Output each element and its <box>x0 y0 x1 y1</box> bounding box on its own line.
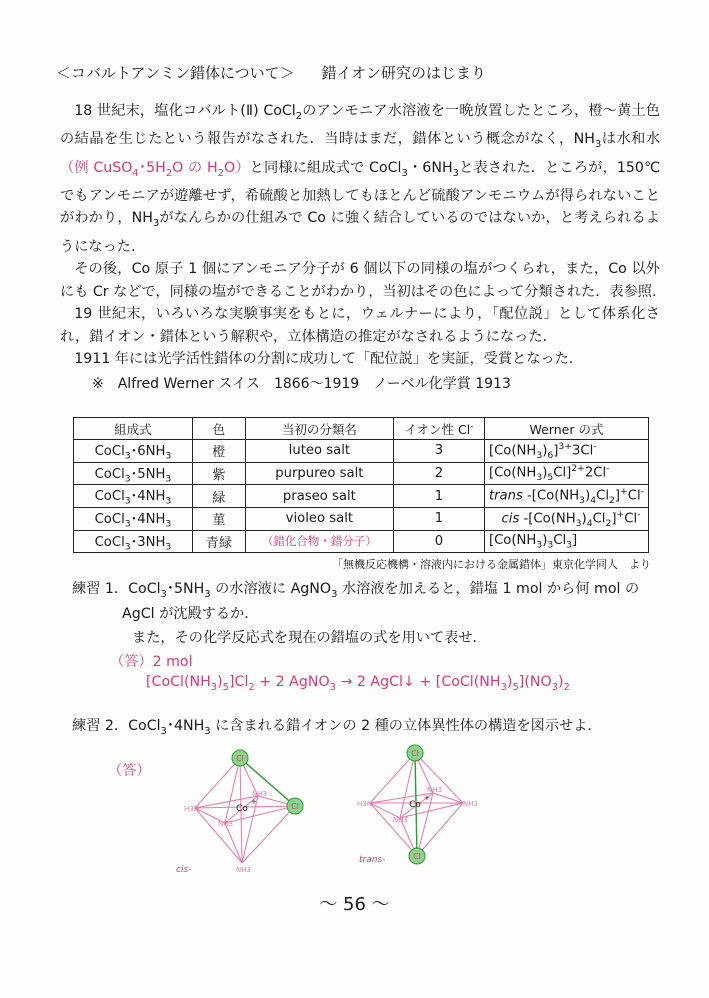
nh3-label: NH3 <box>218 820 233 828</box>
table-row: CoCl$_3$･$5NH_3$ 紫 purpureo salt 2 $[Co(NH_3)_5Cl]^{2+}2Cl^-$ <box>74 462 649 485</box>
exercise-1-answer: （答）2 mol <box>110 654 193 670</box>
nh3-label: NH3 <box>393 816 408 824</box>
cis-label: cis- <box>176 865 192 875</box>
h3n-label: H3N <box>357 800 372 808</box>
exercise-1-line2: AgCl が沈殿するか. <box>122 606 249 622</box>
body-text <box>60 100 660 371</box>
exercise-2-answer-label: （答） <box>108 763 151 779</box>
table-row: CoCl$_3$･$6NH_3$ 橙 luteo salt 3 $[Co(NH_3)_6]^{3+}3Cl^-$ <box>74 440 649 463</box>
co-label: Co <box>409 800 421 810</box>
cl-label: Cl <box>413 852 421 861</box>
cl-label: Cl <box>291 802 299 811</box>
exercise-1-line3: また，その化学反応式を現在の錯塩の式を用いて表せ. <box>132 630 478 646</box>
cl-label: Cl <box>411 749 419 758</box>
exercise-1: 練習 1．CoCl$_3$･$5NH_3$ の水溶液に AgNO$_3$ 水溶液を加えると，錯塩 1 mol から何 mol の <box>72 581 640 600</box>
table-row: CoCl$_3$･$3NH_3$ 青緑 （錯化合物・錯分子） 0 $[Co(NH_3)_3Cl_3]$ <box>74 530 649 553</box>
paragraph-4: 1911 年には光学活性錯体の分割に成功して「配位説」を実証，受賞となった. <box>74 351 574 368</box>
werner-formula: cis $-[Co(NH_3)_4Cl_2]^+Cl^-$ <box>484 507 648 530</box>
paragraph-2: その後，Co 原子 1 個にアンモニア分子が 6 個以下の同様の塩がつくられ，また，Co 以外にも Cr などで，同様の塩ができることがわかり，当初はその色によって分類された．表参照. <box>60 261 660 300</box>
nh3-label: NH3 <box>236 866 251 874</box>
page-subtitle: 錯イオン研究のはじまり <box>321 64 486 82</box>
nh3-label: NH3 <box>463 800 478 808</box>
werner-formula: $[Co(NH_3)_6]^{3+}3Cl^-$ <box>484 440 648 463</box>
trans-isomer-diagram <box>355 738 505 878</box>
table-row: CoCl$_3$･$4NH_3$ 菫 violeo salt 1 cis $-[Co(NH_3)_4Cl_2]^+Cl^-$ <box>74 507 649 530</box>
paragraph-1: 18 世紀末，塩化コバルト(Ⅱ) CoCl$_2$のアンモニア水溶液を一晩放置したところ，橙～黄土色の結晶を生じたという報告がなされた．当時はまだ，錯体という概念がなく，$NH_3$は水和水（例 CuSO$_4$･$5H_2O$ の $H_2O$）と同様に組成式で CoCl$_3$・$6NH_3$と表された．ところが，150℃でもアンモニアが遊離せず，希硫酸と加熱してもほとんど硫酸アンモニウムが得られないことがわかり，$NH_3$がなんらかの仕組みで Co に強く結合しているのではないか，と考えられるようになった. <box>60 103 661 255</box>
table-header-row: 組成式 色 当初の分類名 イオン性 Cl- Werner の式 <box>74 418 649 440</box>
werner-note: ※ Alfred Werner スイス 1866～1919 ノーベル化学賞 1913 <box>92 376 511 392</box>
co-charge: + <box>424 794 430 802</box>
werner-formula: $[Co(NH_3)_3Cl_3]$ <box>484 530 648 553</box>
paragraph-3: 19 世紀末，いろいろな実験事実をもとに，ウェルナーにより，「配位説」として体系化され，錯イオン・錯体という解釈や，立体構造の推定がなされるようになった. <box>60 306 660 345</box>
trans-label: trans- <box>359 855 386 865</box>
page-number: ～ 56 ～ <box>319 894 390 915</box>
cl-label: Cl <box>236 754 244 763</box>
co-label: Co <box>236 804 248 814</box>
co-charge: + <box>251 798 257 806</box>
page-header <box>56 62 486 83</box>
h3n-label: H3N <box>184 805 199 813</box>
nh3-label: NH3 <box>427 786 442 794</box>
table-row: CoCl$_3$･$4NH_3$ 緑 praseo salt 1 trans $-[Co(NH_3)_4Cl_2]^+Cl^-$ <box>74 485 649 508</box>
cis-isomer-diagram <box>170 738 330 878</box>
werner-formula: trans $-[Co(NH_3)_4Cl_2]^+Cl^-$ <box>484 485 648 508</box>
table-source: 「無機反応機構・溶液内における金属錯体」東京化学同人 より <box>332 558 651 571</box>
exercise-1-equation: $[CoCl(NH_3)_5]Cl_2 + 2$ AgNO$_3$ → 2 AgCl↓ + $[CoCl(NH_3)_5](NO_3)_2$ <box>146 674 570 693</box>
exercise-2: 練習 2．CoCl$_3$･$4NH_3$ に含まれる錯イオンの 2 種の立体異性体の構造を図示せよ. <box>72 718 592 737</box>
nh3-label: NH3 <box>252 790 267 798</box>
page-title: ＜コバルトアンミン錯体について＞ <box>56 64 295 82</box>
salt-table <box>73 417 649 553</box>
werner-formula: $[Co(NH_3)_5Cl]^{2+}2Cl^-$ <box>484 462 648 485</box>
